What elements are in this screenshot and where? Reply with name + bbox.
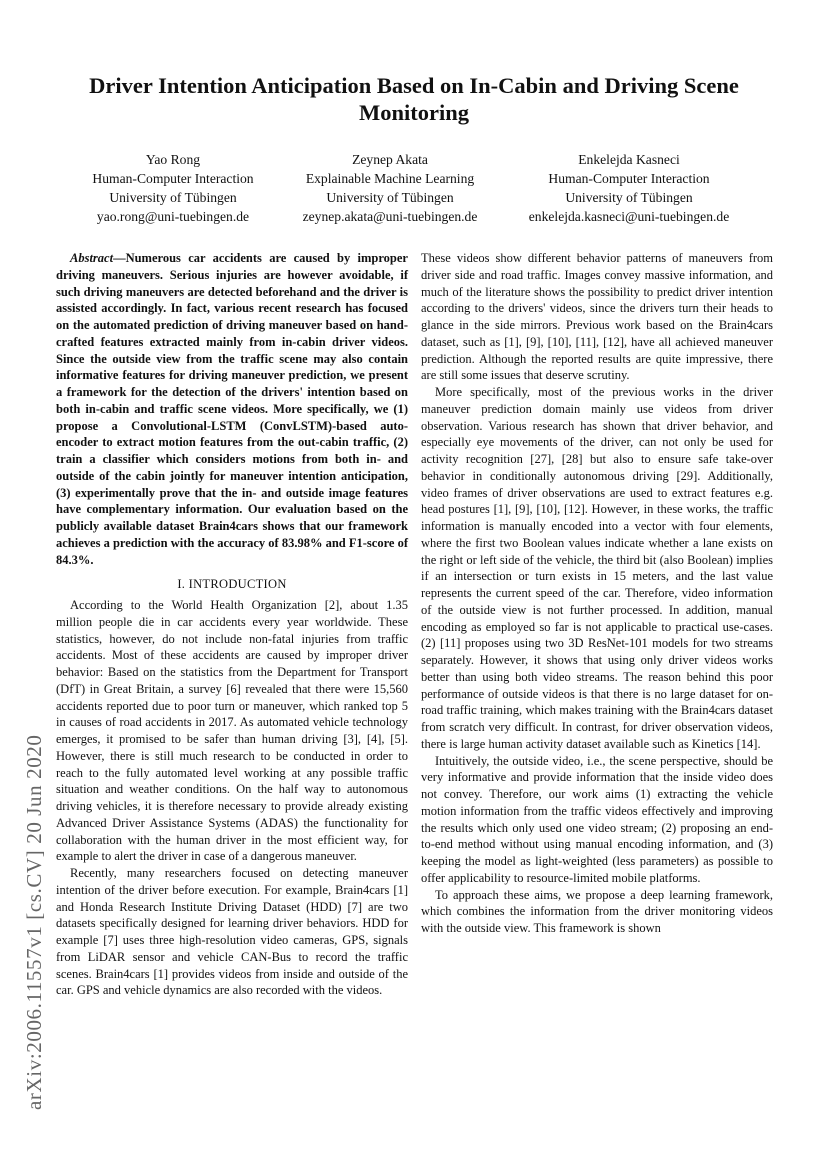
right-column <box>421 250 773 937</box>
author-name: Zeynep Akata <box>352 152 428 167</box>
author-block-3 <box>510 150 748 226</box>
paragraph: These videos show different behavior patterns of maneuvers from driver side and road traffic. Images convey massive information, and much of the literature shows the possibility to predict driver intention according to the drivers' videos, since the drivers turn their heads to glance in the side mirrors. Previous work based on the Brain4cars dataset, such as [1], [9], [10], [11], [12], have all achieved maneuver prediction. Although the reported results are quite impressive, there are still some issues that deserve scrutiny. <box>421 251 773 383</box>
author-email[interactable]: enkelejda.kasneci@uni-tuebingen.de <box>528 209 730 224</box>
author-email[interactable]: zeynep.akata@uni-tuebingen.de <box>302 209 478 224</box>
author-name: Yao Rong <box>145 152 201 167</box>
paragraph: Intuitively, the outside video, i.e., the scene perspective, should be very informative and provide information that the inside video does not convey. Therefore, our work aims (1) extracting the vehicle motion information from the traffic videos effectively and improving the results which only used one video stream; (2) proposing an end-to-end method without using manual encoding information, and (3) keeping the model as light-weighted (less parameters) as possible to offer applicability to resource-limited mobile platforms. <box>421 753 773 885</box>
author-affiliation: University of Tübingen <box>326 190 454 205</box>
abstract-body: —Numerous car accidents are caused by improper driving maneuvers. Serious injuries are however avoidable, if such driving maneuvers are detected beforehand and the driver is assisted accordingly. In fact, various recent research has focused on the automated prediction of driving maneuver based on hand-crafted features extracted mainly from in-cabin driver videos. Since the outside view from the traffic scene may also contain informative features for driving maneuver prediction, we present a framework for the detection of the drivers' intention based on both in-cabin and traffic scene videos. More specifically, we (1) propose a Convolutional-LSTM (ConvLSTM)-based auto-encoder to extract motion features from the out-cabin traffic, (2) train a classifier which considers motions from both in- and outside of the cabin jointly for maneuver intention anticipation, (3) experimentally prove that the in- and outside image features have complementary information. Our evaluation based on the publicly available dataset Brain4cars shows that our framework achieves a prediction with the accuracy of 83.98% and F1-score of 84.3%. <box>56 251 408 567</box>
author-name: Enkelejda Kasneci <box>578 152 680 167</box>
paragraph: More specifically, most of the previous works in the driver maneuver prediction domain mainly use videos from driver observation. Various research has shown that driver behavior, and especially eye movements of the driver, can not only be used for activity recognition [27], [28] but also to ensure safe take-over behavior in conditionally autonomous driving [29]. Additionally, video frames of driver observations are used to extract features e.g. head postures [1], [9], [10], [12]. However, in these works, the traffic information is manually encoded into a vector with four elements, where the first two Boolean values indicate whether a lane exists on the right or left side of the vehicle, the third bit (also Boolean) implies if an intersection or turn exists in 15 meters, and the last value represents the current speed of the car. Therefore, video information of the outside view is not further processed. In addition, manual encoding as employed so far is not applicable to practical use-cases. (2) [11] proposes using two 3D ResNet-101 models for two streams separately. However, it shows that using only driver videos works better than using both video streams. The reason behind this poor performance of outside videos is that there is no large dataset for on-road traffic training, which makes training with the Brain4cars dataset from scratch very difficult. In contrast, for driver observation videos, there is large human activity dataset available such as Kinetics [14]. <box>421 385 773 751</box>
author-group: Explainable Machine Learning <box>305 171 475 186</box>
author-group: Human-Computer Interaction <box>92 171 254 186</box>
author-group: Human-Computer Interaction <box>548 171 710 186</box>
abstract-label: Abstract <box>70 251 114 265</box>
arxiv-identifier: arXiv:2006.11557v1 [cs.CV] 20 Jun 2020 <box>22 734 46 1110</box>
author-block-1 <box>60 150 286 226</box>
paper-title: Driver Intention Anticipation Based on In-Cabin and Driving Scene Monitoring <box>89 73 739 125</box>
left-column <box>56 250 408 999</box>
abstract <box>56 250 408 568</box>
author-block-2 <box>286 150 494 226</box>
paragraph: According to the World Health Organization [2], about 1.35 million people die in car accidents every year worldwide. These statistics, however, do not include non-fatal injuries from traffic accidents. Most of these accidents are caused by improper driver behavior: Based on the statistics from the Department for Transport (DfT) in Great Britain, a survey [6] revealed that there were 15,560 accidents reported due to poor turn or maneuver, which ranked top 5 in causes of road accidents in 2017. As automated vehicle technology emerges, it promised to be safer than human driving [3], [4], [5]. However, there is still much research to be conducted in order to reach to the fully automated level working at any possible traffic situation and weather conditions. On the half way to autonomous driving vehicles, it is therefore necessary to provide already existing Advanced Driver Assistance Systems (ADAS) the functionality for collaboration with the human driver in the most efficient way, for example to alert the driver in case of a dangerous maneuver. <box>56 598 408 864</box>
paragraph: Recently, many researchers focused on detecting maneuver intention of the driver before execution. For example, Brain4cars [1] and Honda Research Institute Driving Dataset (HDD) [7] are two datasets specifically designed for learning driver behaviors. HDD for example [7] uses three high-resolution video cameras, GPS, signals from LiDAR sensor and vehicle CAN-Bus to record the traffic scenes. Brain4cars [1] provides videos from inside and outside of the car. GPS and vehicle dynamics are also recorded with the videos. <box>56 866 408 998</box>
author-email[interactable]: yao.rong@uni-tuebingen.de <box>96 209 250 224</box>
section-heading: I. INTRODUCTION <box>177 577 287 592</box>
author-affiliation: University of Tübingen <box>565 190 693 205</box>
author-affiliation: University of Tübingen <box>109 190 237 205</box>
paragraph: To approach these aims, we propose a deep learning framework, which combines the information from the driver monitoring videos with the outside view. This framework is shown <box>421 887 773 935</box>
